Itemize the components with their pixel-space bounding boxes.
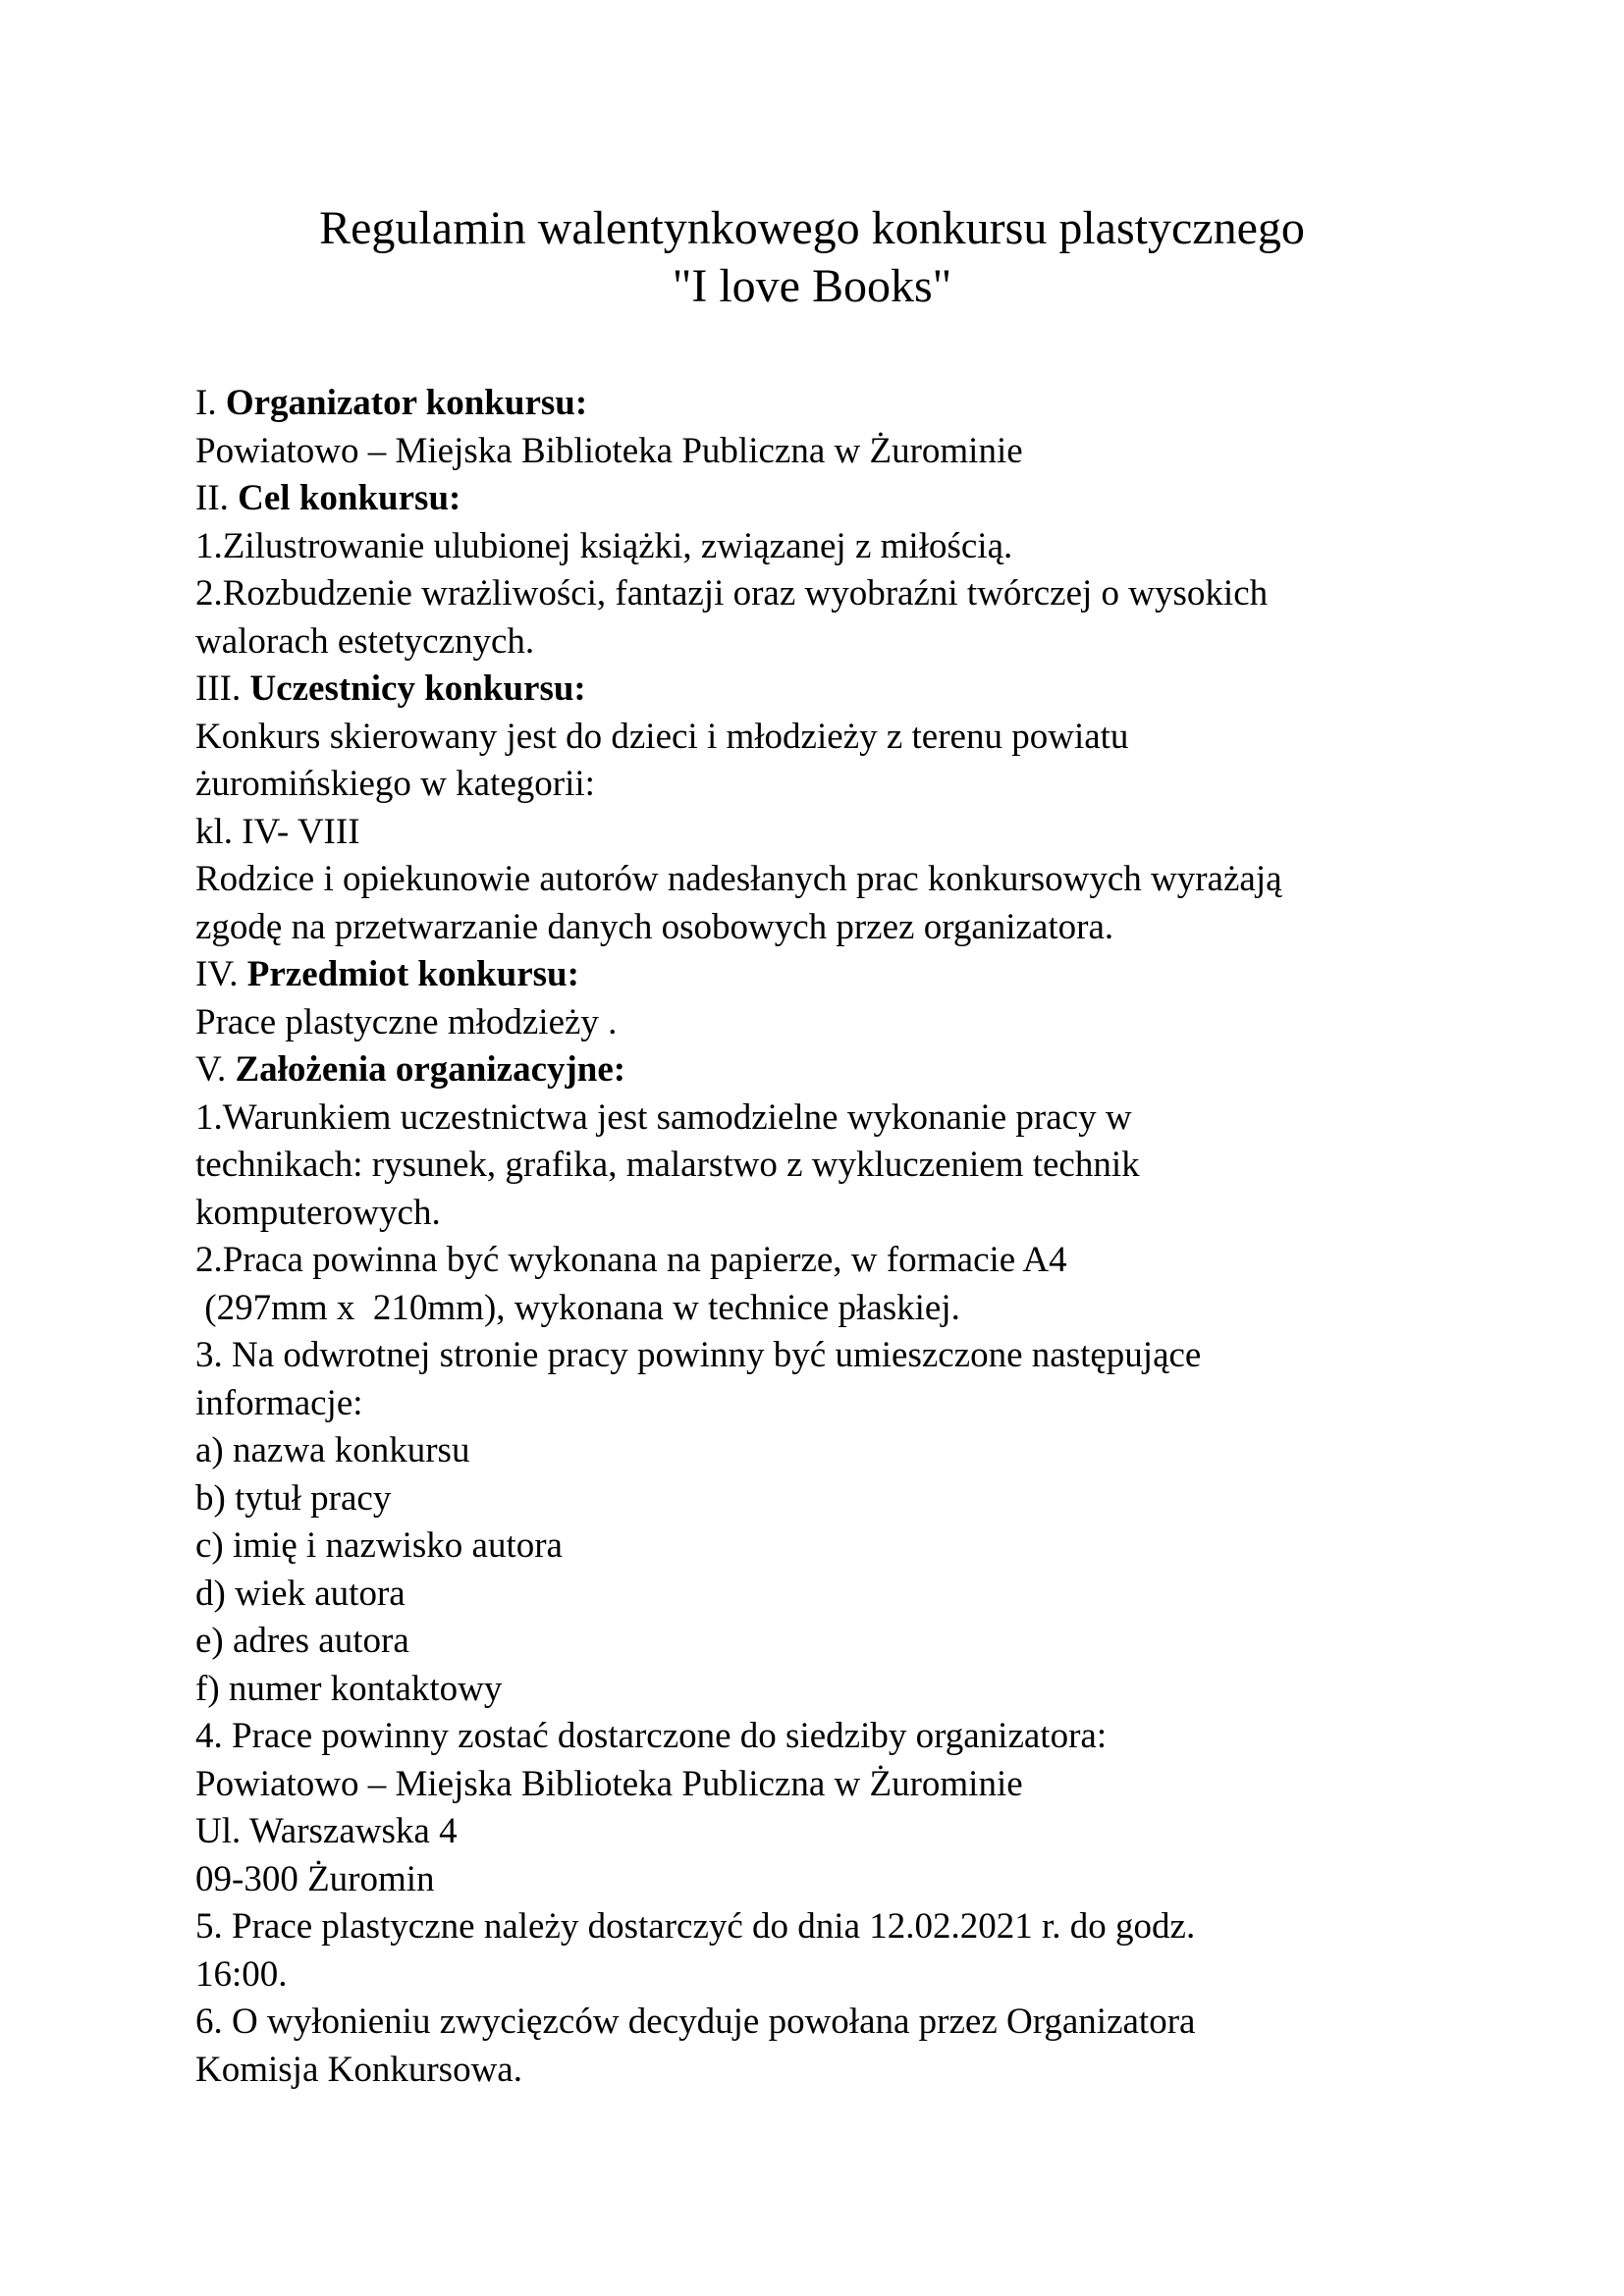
list-item: f) numer kontaktowy (195, 1668, 503, 1709)
section-numeral: IV. (195, 954, 239, 994)
list-item: e) adres autora (195, 1621, 409, 1661)
paragraph-line: Prace plastyczne młodzieży . (195, 1001, 618, 1042)
paragraph-line: 1.Warunkiem uczestnictwa jest samodzielne wykonanie pracy w (195, 1096, 1132, 1138)
section-numeral: II. (195, 478, 229, 518)
paragraph-line: 6. O wyłonieniu zwycięzców decyduje powołana przez Organizatora (195, 2002, 1196, 2042)
section-heading-text: Założenia organizacyjne: (235, 1049, 626, 1090)
section-heading-organizer (195, 380, 1472, 428)
document-body (195, 380, 1472, 2094)
section-heading-text: Uczestnicy konkursu: (249, 668, 586, 709)
paragraph-line: Ul. Warszawska 4 (195, 1811, 458, 1851)
title-line-2: "I love Books" (672, 260, 952, 312)
paragraph-line: żuromińskiego w kategorii: (195, 764, 595, 804)
paragraph-line: Rodzice i opiekunowie autorów nadesłanych prac konkursowych wyrażają (195, 859, 1282, 899)
section-heading-participants (195, 666, 1472, 714)
paragraph-line: komputerowych. (195, 1192, 441, 1233)
paragraph-line: Komisja Konkursowa. (195, 2049, 522, 2090)
section-heading-text: Cel konkursu: (238, 478, 461, 518)
title-line-1: Regulamin walentynkowego konkursu plastycznego (319, 202, 1305, 254)
list-item: b) tytuł pracy (195, 1477, 392, 1519)
paragraph-line: Powiatowo – Miejska Biblioteka Publiczna w Żurominie (195, 1763, 1023, 1804)
section-heading-text: Organizator konkursu: (225, 383, 588, 423)
section-numeral: III. (195, 668, 242, 709)
list-item: d) wiek autora (195, 1573, 406, 1614)
paragraph-line: 1.Zilustrowanie ulubionej książki, związanej z miłością. (195, 525, 1013, 566)
paragraph-line: (297mm x 210mm), wykonana w technice płaskiej. (195, 1287, 960, 1328)
paragraph-line: Konkurs skierowany jest do dzieci i młodzieży z terenu powiatu (195, 716, 1129, 757)
paragraph-line: 2.Praca powinna być wykonana na papierze, w formacie A4 (195, 1240, 1067, 1280)
list-item: c) imię i nazwisko autora (195, 1525, 563, 1566)
section-numeral: I. (195, 383, 217, 423)
paragraph-line: 2.Rozbudzenie wrażliwości, fantazji oraz wyobraźni twórczej o wysokich (195, 573, 1269, 614)
paragraph-line: informacje: (195, 1382, 363, 1423)
section-heading-goal (195, 475, 1472, 523)
section-numeral: V. (195, 1049, 227, 1090)
paragraph-line: Powiatowo – Miejska Biblioteka Publiczna w Żurominie (195, 430, 1023, 471)
section-heading-text: Przedmiot konkursu: (246, 954, 579, 994)
paragraph-line: technikach: rysunek, grafika, malarstwo z wykluczeniem technik (195, 1145, 1140, 1185)
paragraph-line: 5. Prace plastyczne należy dostarczyć do dnia 12.02.2021 r. do godz. (195, 1906, 1196, 1947)
section-heading-subject (195, 951, 1472, 999)
paragraph-line: walorach estetycznych. (195, 620, 535, 662)
paragraph-line: 16:00. (195, 1953, 288, 1995)
paragraph-line: 3. Na odwrotnej stronie pracy powinny być umieszczone następujące (195, 1335, 1202, 1375)
list-item: a) nazwa konkursu (195, 1430, 470, 1470)
document-title (0, 199, 1624, 315)
paragraph-line: 4. Prace powinny zostać dostarczone do siedziby organizatora: (195, 1716, 1108, 1756)
section-heading-assumptions (195, 1046, 1472, 1095)
paragraph-line: kl. IV- VIII (195, 811, 360, 852)
paragraph-line: zgodę na przetwarzanie danych osobowych przez organizatora. (195, 906, 1114, 947)
paragraph-line: 09-300 Żuromin (195, 1858, 435, 1899)
